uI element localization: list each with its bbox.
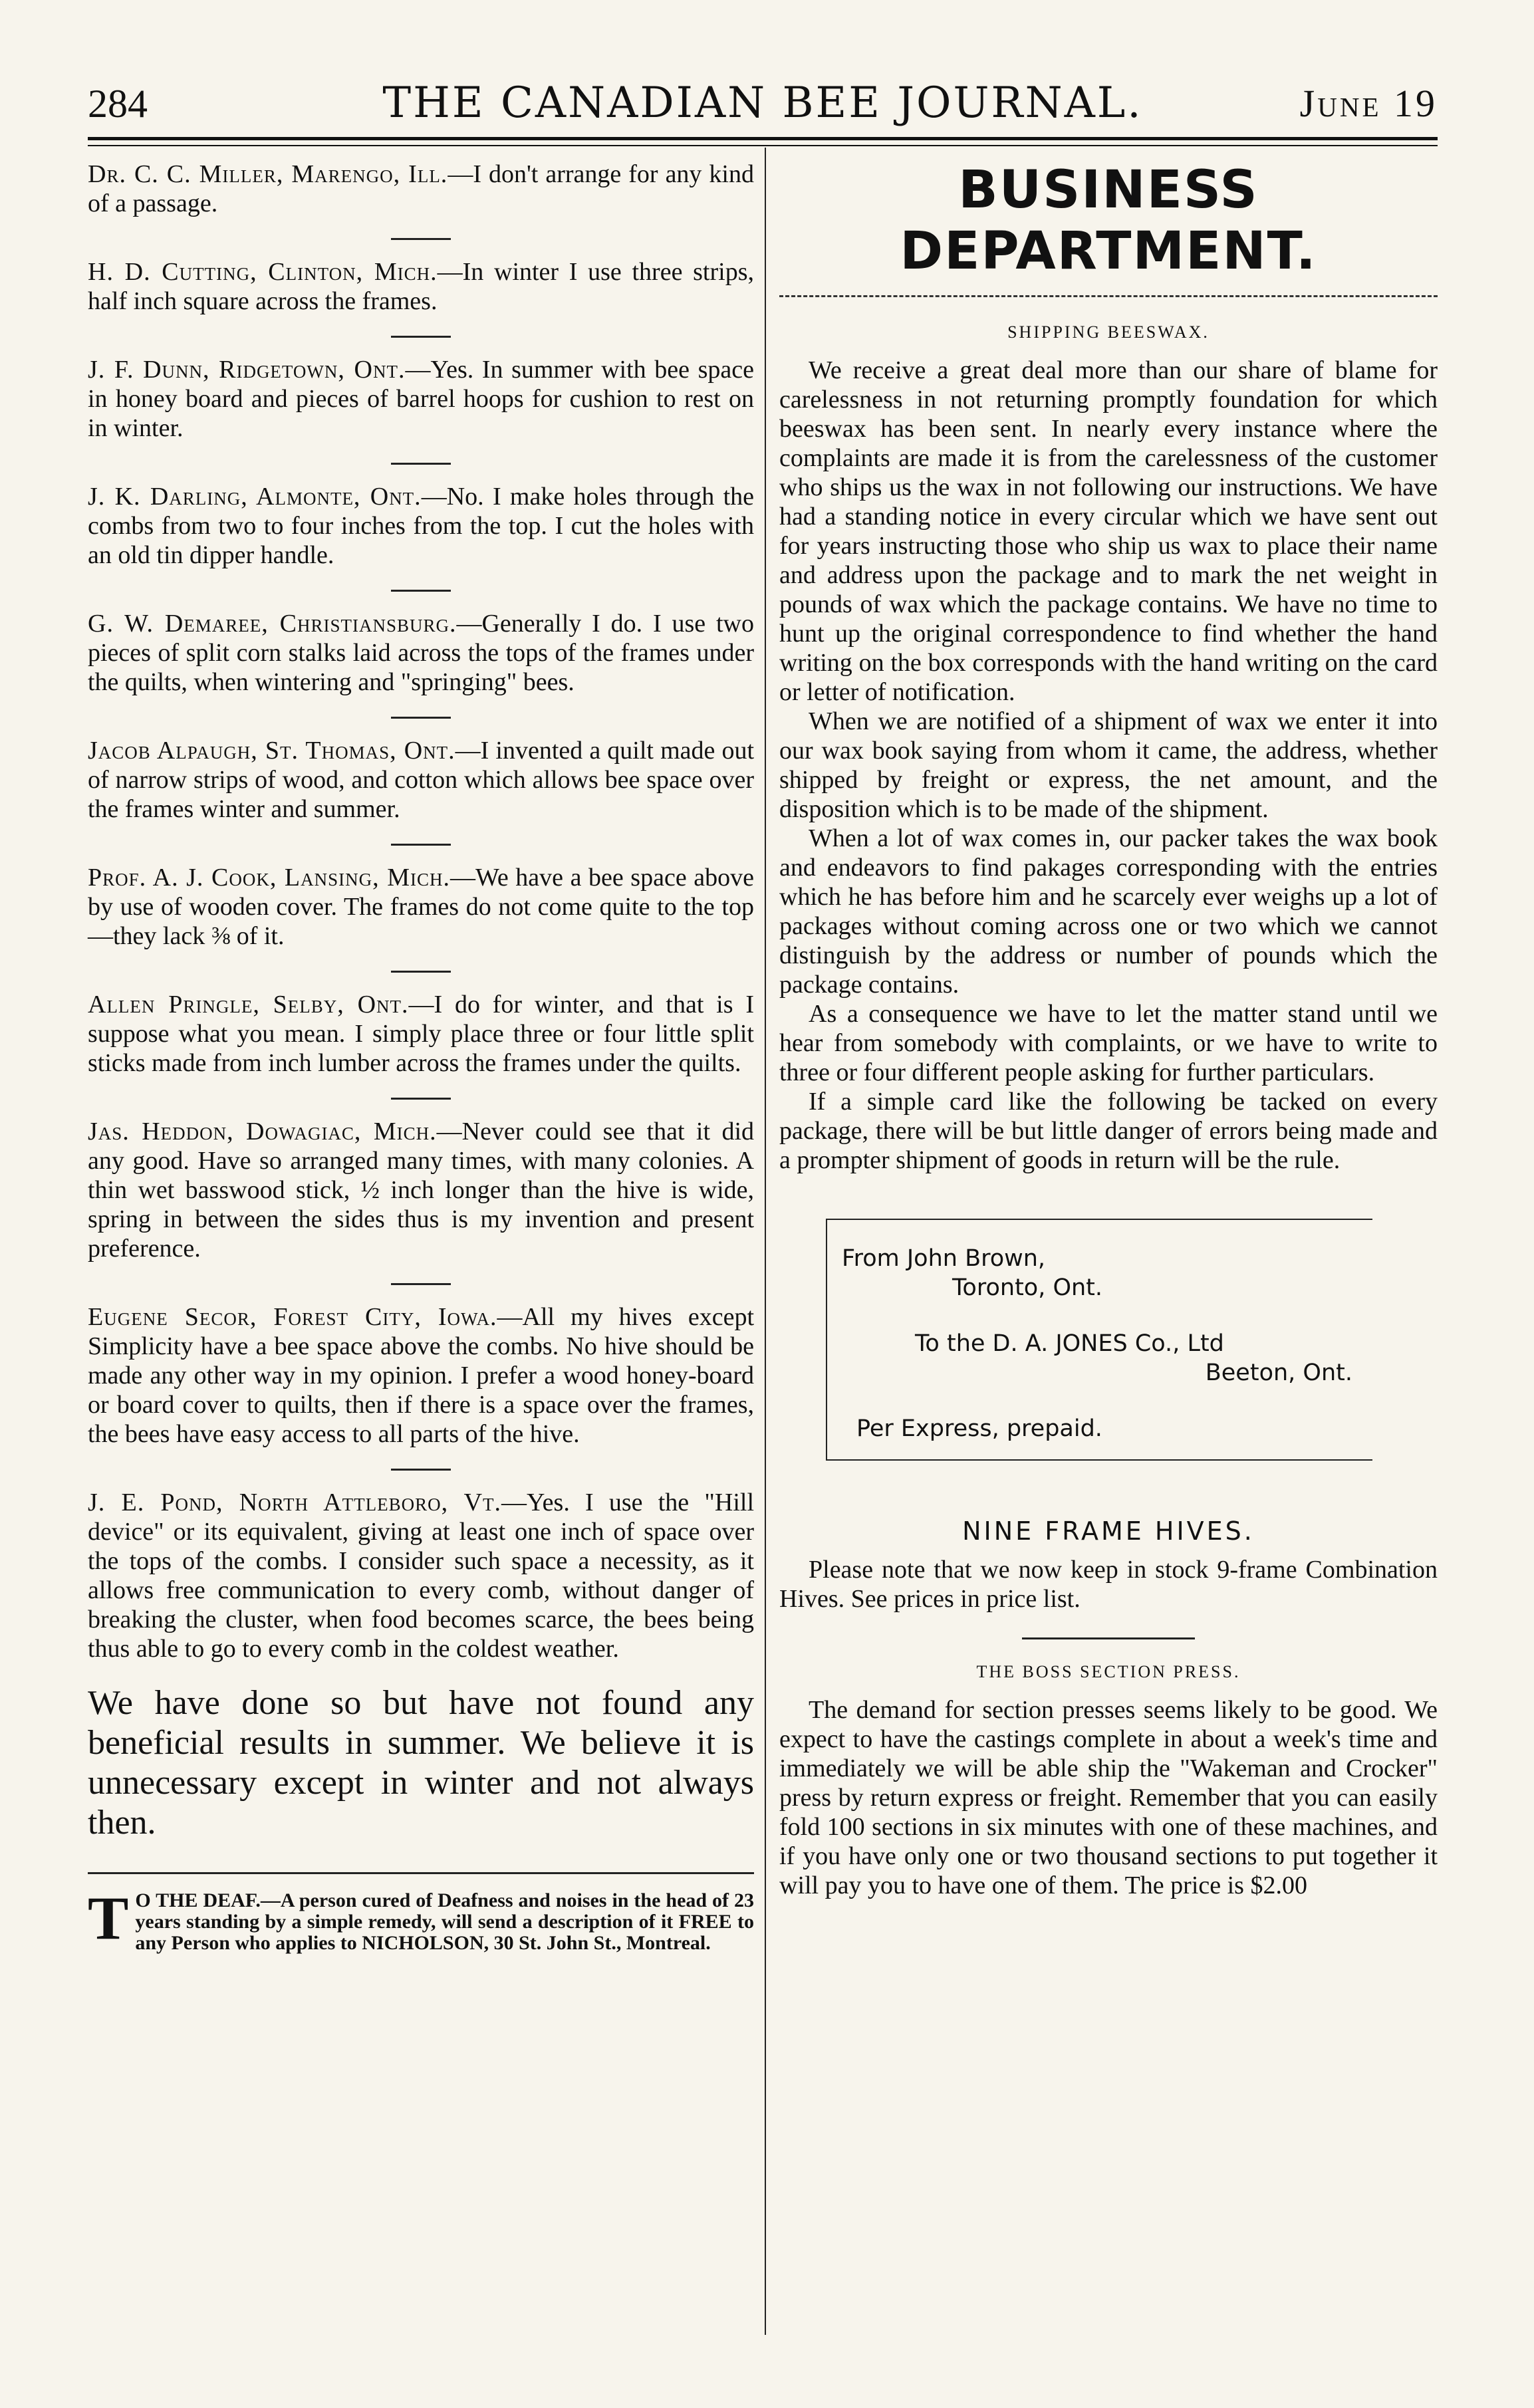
entry-heddon: Jas. Heddon, Dowagiac, Mich.—Never could see that it did any good. Have so arranged many times, with many colonies. A thin wet basswood stick, ½ inch longer than the hive is wide, spring in between the sides thus is my invention and present preference.: [88, 1118, 754, 1263]
entry-pringle: Allen Pringle, Selby, Ont.—I do for winter, and that is I suppose what you mean. I simply place three or four little split sticks made from inch lumber across the frames under the quilts.: [88, 991, 754, 1077]
entry-secor: Eugene Secor, Forest City, Iowa.—All my hives except Simplicity have a bee space above the combs. No hive should be made any other way in my opinion. I prefer a wood honey-board or board cover to quilts, then if there is a space over the frames, the bees have easy access to all parts of the hive.: [88, 1303, 755, 1448]
separator: [391, 971, 451, 973]
journal-title: THE CANADIAN BEE JOURNAL.: [382, 78, 1143, 128]
column-divider: [765, 148, 766, 2335]
drop-cap: T: [88, 1884, 129, 1952]
entry-demaree: G. W. Demaree, Christiansburg.—Generally I do. I use two pieces of split corn stalks laid across the tops of the frames under the quilts, when wintering and "springing" bees.: [88, 610, 754, 696]
boss-press-heading: THE BOSS SECTION PRESS.: [976, 1662, 1241, 1681]
separator: [391, 844, 451, 846]
card-to-city: Beeton, Ont.: [1205, 1360, 1352, 1386]
editorial-remark: We have done so but have not found any beneficial results in summer. We believe it is unnecessary except in winter and not always then.: [88, 1684, 754, 1842]
boss-press-text: The demand for section presses seems likely to be good. We expect to have the castings complete in about a week's time and immediately we will be able ship the "Wakeman and Crocker" press by return express or freight. Remember that you can easily fold 100 sections in six minutes with one of these machines, and if you have only one or two thousand sections to put together it will pay you to have one of them. The price is $2.00: [779, 1696, 1438, 1899]
shipping-beeswax-heading: SHIPPING BEESWAX.: [1007, 322, 1210, 342]
shipping-paragraph: When a lot of wax comes in, our packer takes the wax book and endeavors to find pakages corresponding with the entries which he has before him and he scarcely ever weighs up a lot of packages without coming across one or two which we cannot distinguish by the address or number of pounds which the package contains.: [779, 824, 1438, 999]
section-rule: [1022, 1637, 1195, 1639]
title-rule: [779, 295, 1438, 297]
separator: [391, 1283, 451, 1285]
notice-text: O THE DEAF.—A person cured of Deafness and noises in the head of 23 years standing by a simple remedy, will send a description of it FREE to any Person who applies to NICHOLSON, 30 St. John St., Montreal.: [135, 1889, 754, 1954]
nine-frame-text: Please note that we now keep in stock 9-frame Combination Hives. See prices in price list.: [779, 1556, 1438, 1613]
entry-cutting: H. D. Cutting, Clinton, Mich.—In winter I use three strips, half inch square across the frames.: [88, 258, 754, 315]
entry-miller: Dr. C. C. Miller, Marengo, Ill.—I don't arrange for any kind of a passage.: [88, 160, 754, 217]
separator: [391, 1098, 451, 1100]
entry-alpaugh: Jacob Alpaugh, St. Thomas, Ont.—I invented a quilt made out of narrow strips of wood, and cotton which allows bee space over the frames winter and summer.: [88, 737, 755, 823]
shipping-paragraph: When we are notified of a shipment of wax we enter it into our wax book saying from whom it came, the address, whether shipped by freight or express, the net amount, and the disposition which is to be made of the shipment.: [779, 707, 1438, 823]
page-header: [88, 74, 1438, 141]
sample-shipping-card: [826, 1219, 1372, 1461]
card-from-line: From John Brown,: [842, 1245, 1046, 1272]
separator: [391, 1469, 451, 1471]
entry-dunn: J. F. Dunn, Ridgetown, Ont.—Yes. In summer with bee space in honey board and pieces of barrel hoops for cushion to rest on in winter.: [88, 356, 754, 442]
nine-frame-heading: NINE FRAME HIVES.: [962, 1516, 1255, 1546]
card-method: Per Express, prepaid.: [856, 1415, 1102, 1442]
issue-date: June 19: [1299, 82, 1438, 125]
page-number: 284: [88, 82, 148, 126]
separator: [391, 336, 451, 338]
entry-pond: J. E. Pond, North Attleboro, Vt.—Yes. I use the "Hill device" or its equivalent, giving at least one inch of space over the tops of the combs. I consider such space a necessity, as it allows free communication to every comb, without danger of breaking the cluster, when food becomes scarce, the bees being thus able to go to every comb in the coldest weather.: [88, 1489, 755, 1663]
left-column: [88, 160, 754, 1954]
header-rule-thin: [88, 145, 1438, 146]
card-to-line: To the D. A. JONES Co., Ltd: [915, 1330, 1224, 1357]
deafness-notice: [88, 1872, 754, 1954]
entry-darling: J. K. Darling, Almonte, Ont.—No. I make holes through the combs from two to four inches from the top. I cut the holes with an old tin dipper handle.: [88, 483, 754, 569]
shipping-paragraph: As a consequence we have to let the matter stand until we hear from somebody with complaints, or we have to write to three or four different people asking for further particulars.: [779, 1000, 1438, 1086]
right-column: [779, 160, 1438, 1900]
separator: [391, 238, 451, 240]
separator: [391, 463, 451, 465]
separator: [391, 590, 451, 592]
header-rule: [88, 137, 1438, 140]
shipping-paragraph: We receive a great deal more than our share of blame for carelessness in not returning promptly foundation for which beeswax has been sent. In nearly every instance where the complaints are made it is from the carelessness of the customer who ships us the wax in not following our instructions. We have had a standing notice in every circular which we have sent out for years instructing those who ship us wax to place their name and address upon the package and to mark the net weight in pounds of wax which the package contains. We have no time to hunt up the original correspondence to find whether the hand writing on the box corresponds with the hand writing on the card or letter of notification.: [779, 356, 1438, 706]
separator: [391, 717, 451, 719]
entry-cook: Prof. A. J. Cook, Lansing, Mich.—We have a bee space above by use of wooden cover. The frames do not come quite to the top—they lack ⅜ of it.: [88, 864, 754, 950]
business-department-title: BUSINESS DEPARTMENT.: [900, 160, 1317, 281]
card-from-city: Toronto, Ont.: [952, 1274, 1103, 1301]
shipping-paragraph: If a simple card like the following be tacked on every package, there will be but little danger of errors being made and a prompter shipment of goods in return will be the rule.: [779, 1088, 1438, 1174]
